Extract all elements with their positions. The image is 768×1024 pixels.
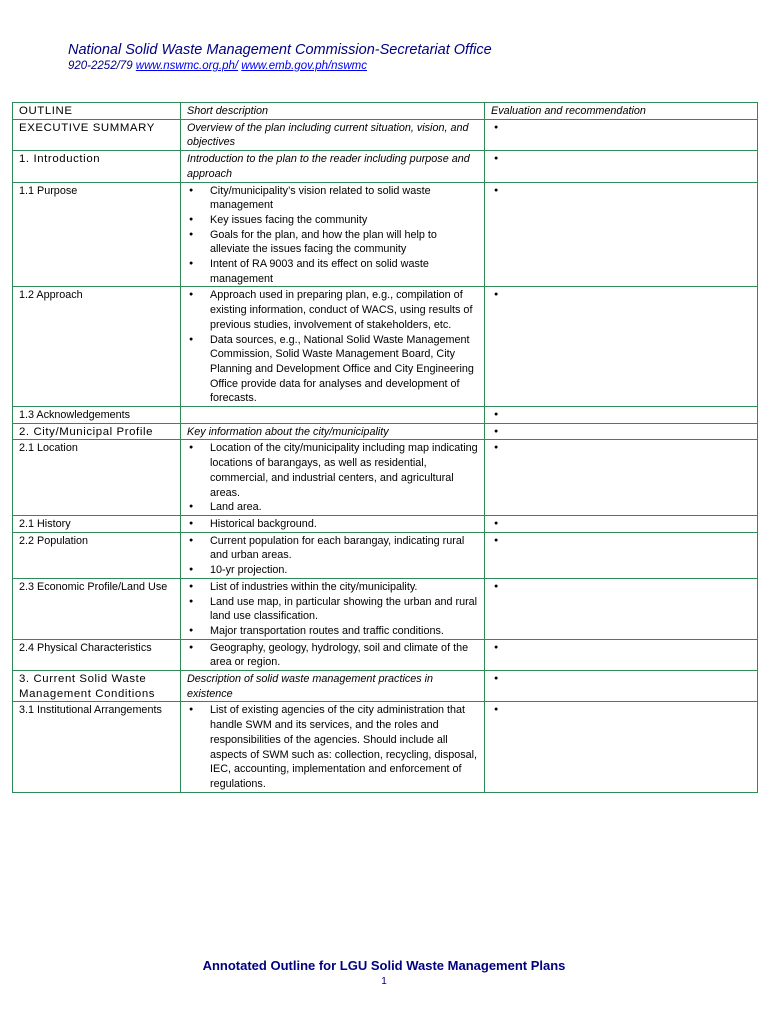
bullet-icon	[491, 288, 751, 303]
footer-title: Annotated Outline for LGU Solid Waste Management Plans	[202, 958, 566, 973]
list-item: ● City/municipality’s vision related to solid waste management	[187, 184, 478, 213]
list-item: ● Key issues facing the community	[187, 213, 478, 228]
outline-cell: 2.1 Location	[13, 440, 181, 516]
table-row	[13, 407, 758, 424]
list-item: ● Current population for each barangay, indicating rural and urban areas.	[187, 534, 478, 563]
bullet-icon	[491, 152, 751, 167]
table-header-row	[13, 103, 758, 120]
list-item: ● Land area.	[187, 500, 478, 515]
list-item: ● Data sources, e.g., National Solid Waste Management Commission, Solid Waste Management Board, City Planning and Development Office and City Engineering Office provide data for analyses and development of forecasts.	[187, 333, 478, 407]
list-item: ● Intent of RA 9003 and its effect on solid waste management	[187, 257, 478, 286]
table-row	[13, 578, 758, 639]
bullet-list	[187, 517, 478, 532]
list-item: ● 10-yr projection.	[187, 563, 478, 578]
evaluation-cell	[485, 671, 758, 702]
evaluation-cell	[485, 639, 758, 670]
outline-cell: 2.4 Physical Characteristics	[13, 639, 181, 670]
outline-table	[12, 102, 758, 793]
evaluation-cell	[485, 578, 758, 639]
list-item: ● List of existing agencies of the city administration that handle SWM and its services, and the roles and responsibilities of the agencies. Should include all aspects of SWM such as: collection, recycling, disposal, IEC, accounting, implementation and enforcement of regulations.	[187, 703, 478, 791]
description-cell	[181, 287, 485, 407]
evaluation-cell	[485, 532, 758, 578]
list-item: ● Major transportation routes and traffic conditions.	[187, 624, 478, 639]
evaluation-cell	[485, 151, 758, 182]
description-cell	[181, 532, 485, 578]
list-item: ● Location of the city/municipality including map indicating locations of barangays, as well as residential, commercial, and industrial centers, and agricultural areas.	[187, 441, 478, 500]
outline-cell: 3. Current Solid Waste Management Conditions	[13, 671, 181, 702]
list-item: ● Land use map, in particular showing the urban and rural land use classification.	[187, 595, 478, 624]
bullet-icon	[491, 425, 751, 440]
outline-cell: 3.1 Institutional Arrangements	[13, 702, 181, 792]
emb-link[interactable]: www.emb.gov.ph/nswmc	[241, 60, 367, 72]
bullet-icon	[491, 517, 751, 532]
table-row	[13, 287, 758, 407]
bullet-icon	[491, 641, 751, 656]
bullet-icon	[491, 580, 751, 595]
bullet-list	[187, 703, 478, 791]
bullet-icon	[491, 408, 751, 423]
column-header-description: Short description	[181, 103, 485, 120]
description-cell	[181, 578, 485, 639]
outline-cell: EXECUTIVE SUMMARY	[13, 119, 181, 150]
table-row	[13, 151, 758, 182]
table-row	[13, 532, 758, 578]
header-contact	[68, 60, 367, 72]
table-row	[13, 423, 758, 440]
list-item: ● Historical background.	[187, 517, 478, 532]
bullet-list	[187, 534, 478, 578]
bullet-icon	[491, 703, 751, 718]
header-phone: 920-2252/79	[68, 60, 133, 72]
bullet-icon	[491, 534, 751, 549]
outline-cell: 1.3 Acknowledgements	[13, 407, 181, 424]
nswmc-link[interactable]: www.nswmc.org.ph/	[135, 60, 239, 72]
bullet-icon	[491, 121, 751, 136]
description-cell	[181, 182, 485, 287]
description-cell	[181, 440, 485, 516]
description-cell: Description of solid waste management practices in existence	[181, 671, 485, 702]
description-cell	[181, 407, 485, 424]
table-row	[13, 671, 758, 702]
outline-cell: 2.1 History	[13, 515, 181, 532]
list-item: ● List of industries within the city/municipality.	[187, 580, 478, 595]
bullet-icon	[491, 184, 751, 199]
bullet-list	[187, 184, 478, 287]
table-row	[13, 702, 758, 792]
table-row	[13, 639, 758, 670]
outline-cell: 1.2 Approach	[13, 287, 181, 407]
bullet-icon	[491, 441, 751, 456]
table-row	[13, 440, 758, 516]
description-cell	[181, 515, 485, 532]
outline-cell: 1. Introduction	[13, 151, 181, 182]
bullet-list	[187, 641, 478, 670]
column-header-evaluation: Evaluation and recommendation	[485, 103, 758, 120]
evaluation-cell	[485, 423, 758, 440]
bullet-list	[187, 580, 478, 639]
description-cell: Key information about the city/municipality	[181, 423, 485, 440]
column-header-outline: OUTLINE	[13, 103, 181, 120]
outline-cell: 2. City/Municipal Profile	[13, 423, 181, 440]
bullet-icon	[491, 672, 751, 687]
evaluation-cell	[485, 182, 758, 287]
bullet-list	[187, 288, 478, 406]
table-row	[13, 119, 758, 150]
description-cell	[181, 639, 485, 670]
description-cell: Introduction to the plan to the reader including purpose and approach	[181, 151, 485, 182]
evaluation-cell	[485, 702, 758, 792]
evaluation-cell	[485, 119, 758, 150]
evaluation-cell	[485, 440, 758, 516]
list-item: ● Geography, geology, hydrology, soil and climate of the area or region.	[187, 641, 478, 670]
outline-cell: 1.1 Purpose	[13, 182, 181, 287]
description-cell	[181, 702, 485, 792]
list-item: ● Approach used in preparing plan, e.g., compilation of existing information, conduct of WACS, using results of previous studies, involvement of stakeholders, etc.	[187, 288, 478, 332]
bullet-list	[187, 441, 478, 515]
table-row	[13, 182, 758, 287]
evaluation-cell	[485, 515, 758, 532]
description-cell: Overview of the plan including current situation, vision, and objectives	[181, 119, 485, 150]
table-row	[13, 515, 758, 532]
outline-cell: 2.3 Economic Profile/Land Use	[13, 578, 181, 639]
header-title: National Solid Waste Management Commission-Secretariat Office	[68, 42, 492, 58]
evaluation-cell	[485, 407, 758, 424]
list-item: ● Goals for the plan, and how the plan will help to alleviate the issues facing the community	[187, 228, 478, 257]
evaluation-cell	[485, 287, 758, 407]
page-number: 1	[381, 976, 387, 987]
outline-cell: 2.2 Population	[13, 532, 181, 578]
